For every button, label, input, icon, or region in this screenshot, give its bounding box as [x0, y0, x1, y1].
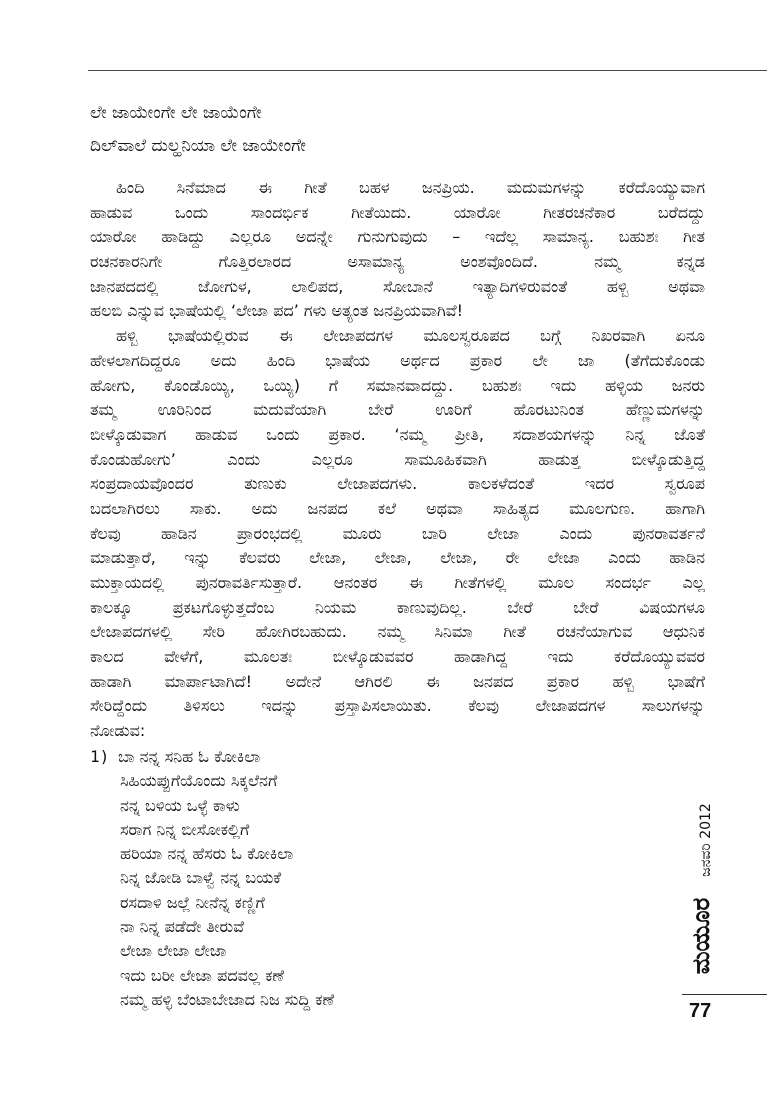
- song-title-line: ಲೇ ಜಾಯೇಂಗೇ ಲೇ ಜಾಯೆಂಗೇ: [90, 103, 262, 123]
- article-body: [90, 176, 705, 744]
- verse-line: ಸರಾಗ ನಿನ್ನ ಬೀಸೋಕಲ್ಲಿಗೆ: [120, 819, 250, 839]
- verse-line: ನಿನ್ನ ಜೋಡಿ ಬಾಳ್ವೆ ನನ್ನ ಬಯಕೆ: [120, 868, 282, 888]
- body-line: ಜಾನಪದದಲ್ಲಿ ಜೋಗುಳ, ಲಾಲಿಪದ, ಸೋಬಾನೆ ಇತ್ಯಾದಿಗಳಿರುವಂತೆ ಹಳ್ಬಿ ಅಥವಾ: [90, 276, 705, 296]
- body-line: ಸಂಪ್ರದಾಯವೊಂದರ ತುಣುಕು ಲೇಜಾಪದಗಳು. ಕಾಲಕಳೆದಂತೆ ಇದರ ಸ್ವರೂಪ: [90, 474, 705, 494]
- verse-line: ಸಿಹಿಯಪ್ಪುಗೆಯೊಂದು ಸಿಕ್ಕಲೆನಗೆ: [120, 771, 278, 791]
- verse-line: ನಮ್ಮ ಹಳ್ಳಿ ಬೆಂಟಾಬೇಜಾದ ನಿಜ ಸುದ್ದಿ ಕಣೆ: [120, 989, 335, 1009]
- body-line: ನೋಡುವ:: [90, 721, 146, 741]
- verse-line: ನನ್ನ ಬಳಿಯ ಒಳ್ಳೆ ಕಾಳು: [120, 795, 240, 815]
- verse-row: [90, 745, 670, 769]
- top-rule: [88, 70, 767, 71]
- body-line: ಹಲಬಿ ಎನ್ನುವ ಭಾಷೆಯಲ್ಲಿ ‘ಲೇಜಾ ಪದ’ ಗಳು ಅತ್ಯಂತ ಜನಪ್ರಿಯವಾಗಿವೆ!: [90, 301, 464, 321]
- body-line: ಕೆಲವು ಹಾಡಿನ ಪ್ರಾರಂಭದಲ್ಲಿ ಮೂರು ಬಾರಿ ಲೇಜಾ ಎಂದು ಪುನರಾವರ್ತನೆ: [90, 523, 705, 543]
- body-line: ಹೋಗು, ಕೊಂಡೊಯ್ಯಿ, ಒಯ್ಯಿ) ಗೆ ಸಮಾನವಾದದ್ದು. ಬಹುಶಃ ಇದು ಹಳ್ಳಿಯ ಜನರು: [90, 375, 705, 395]
- verse-number: 1): [90, 747, 110, 766]
- body-line: ಕಾಲಕ್ಕೂ ಪ್ರಕಟಗೊಳ್ಳುತ್ತದೆಂಬ ನಿಯಮ ಕಾಣುವುದಿಲ್ಲ. ಬೇರೆ ಬೇರೆ ವಿಷಯಗಳೂ: [90, 597, 705, 617]
- body-line: ಸೇರಿದ್ದೆಂದು ತಿಳಿಸಲು ಇದನ್ನು ಪ್ರಸ್ತಾಪಿಸಲಾಯಿತು. ಕೆಲವು ಲೇಜಾಪದಗಳ ಸಾಲುಗಳನ್ನು: [90, 696, 705, 716]
- verse-line: ಇದು ಬರೀ ಲೇಜಾ ಪದವಲ್ಲ ಕಣೆ: [120, 965, 285, 985]
- page-number: 77: [689, 1000, 712, 1022]
- song-title-line: ದಿಲ್‌ವಾಲೆ ದುಲ್ಹನಿಯಾ ಲೇ ಜಾಯೇಂಗೇ: [90, 136, 306, 156]
- body-line: ಹೇಳಲಾಗದಿದ್ದರೂ ಅದು ಹಿಂದಿ ಭಾಷೆಯ ಅರ್ಥದ ಪ್ರಕಾರ ಲೇ ಜಾ (ತೆಗೆದುಕೊಂಡು: [90, 350, 705, 370]
- body-line: ಬೀಳ್ಕೊಡುವಾಗ ಹಾಡುವ ಒಂದು ಪ್ರಕಾರ. ‘ನಮ್ಮ ಪ್ರೀತಿ, ಸದಾಶಯಗಳನ್ನು ನಿನ್ನ ಜೊತೆ: [90, 424, 705, 444]
- paragraph: [90, 176, 705, 324]
- magazine-logo: ಮಯೂರ: [687, 897, 715, 975]
- body-line: ಹಿಂದಿ ಸಿನೆಮಾದ ಈ ಗೀತೆ ಬಹಳ ಜನಪ್ರಿಯ. ಮದುಮಗಳನ್ನು ಕರೆದೊಯ್ಯುವಾಗ: [116, 178, 705, 197]
- body-line: ಲೇಜಾಪದಗಳಲ್ಲಿ ಸೇರಿ ಹೋಗಿರಬಹುದು. ನಮ್ಮ ಸಿನಿಮಾ ಗೀತೆ ರಚನೆಯಾಗುವ ಆಧುನಿಕ: [90, 622, 705, 642]
- body-line: ಕಾಲದ ವೇಳೆಗೆ, ಮೂಲತಃ ಬೀಳ್ಕೊಡುವವರ ಹಾಡಾಗಿದ್ದ ಇದು ಕರೆದೊಯ್ಯುವವರ: [90, 647, 705, 667]
- body-line: ಕೊಂಡುಹೋಗು’ ಎಂದು ಎಲ್ಲರೂ ಸಾಮೂಹಿಕವಾಗಿ ಹಾಡುತ್ತ ಬೀಳ್ಕೊಡುತ್ತಿದ್ದ: [90, 449, 705, 469]
- paragraph: [90, 324, 705, 744]
- verse-line: ನಾ ನಿನ್ನ ಪಡೆದೇ ತೀರುವೆ: [120, 917, 244, 937]
- verse: [90, 745, 670, 1012]
- verse-line: ಲೇಜಾ ಲೇಜಾ ಲೇಜಾ: [120, 941, 227, 961]
- body-line: ಮುಕ್ತಾಯದಲ್ಲಿ ಪುನರಾವರ್ತಿಸುತ್ತಾರೆ. ಆನಂತರ ಈ ಗೀತೆಗಳಲ್ಲಿ ಮೂಲ ಸಂದರ್ಭ ಎಲ್ಲ: [90, 573, 705, 592]
- issue-date: ಜನವರಿ 2012: [698, 803, 714, 877]
- body-line: ಮಾಡುತ್ತಾರೆ, ಇನ್ನು ಕೆಲವರು ಲೇಜಾ, ಲೇಜಾ, ಲೇಜಾ, ರೇ ಲೇಜಾ ಎಂದು ಹಾಡಿನ: [90, 548, 705, 568]
- body-line: ಹಳ್ಬಿ ಭಾಷೆಯಲ್ಲಿರುವ ಈ ಲೇಜಾಪದಗಳ ಮೂಲಸ್ವರೂಪದ ಬಗ್ಗೆ ನಿಖರವಾಗಿ ಏನೂ: [116, 326, 705, 346]
- body-line: ತಮ್ಮ ಊರಿನಿಂದ ಮದುವೆಯಾಗಿ ಬೇರೆ ಊರಿಗೆ ಹೊರಟುನಿಂತ ಹೆಣ್ಣುಮಗಳನ್ನು: [90, 400, 705, 420]
- body-line: ರಚನಕಾರನಿಗೇ ಗೊತ್ತಿರಲಾರದ ಅಸಾಮಾನ್ಯ ಅಂಶವೊಂದಿದೆ. ನಮ್ಮ ಕನ್ನಡ: [90, 252, 705, 272]
- song-title: [90, 97, 690, 163]
- verse-line: ಬಾ ನನ್ನ ಸನಿಹ ಓ ಕೋಕಿಲಾ: [118, 747, 261, 766]
- body-line: ಬದಲಾಗಿರಲು ಸಾಕು. ಅದು ಜನಪದ ಕಲೆ ಅಥವಾ ಸಾಹಿತ್ಯದ ಮೂಲಗುಣ. ಹಾಗಾಗಿ: [90, 498, 705, 518]
- verse-line: ಹರಿಯಾ ನನ್ನ ಹೆಸರು ಓ ಕೋಕಿಲಾ: [120, 844, 294, 864]
- body-line: ಹಾಡುವ ಒಂದು ಸಾಂದರ್ಭಿಕ ಗೀತೆಯಿದು. ಯಾರೋ ಗೀತರಚನೆಕಾರ ಬರೆದದ್ದು: [90, 202, 705, 222]
- verse-line: ರಸದಾಳಿ ಜಲ್ಲೆ ನೀನೆನ್ನ ಕಣ್ಣಿಗೆ: [120, 892, 265, 912]
- body-line: ಯಾರೋ ಹಾಡಿದ್ದು ಎಲ್ಲರೂ ಅದನ್ನೇ ಗುನುಗುವುದು – ಇದೆಲ್ಲ ಸಾಮಾನ್ಯ. ಬಹುಶಃ ಗೀತ: [90, 227, 705, 247]
- page-number-rule: [682, 994, 767, 995]
- body-line: ಹಾಡಾಗಿ ಮಾರ್ಪಾಟಾಗಿದೆ! ಅದೇನೆ ಆಗಿರಲಿ ಈ ಜನಪದ ಪ್ರಕಾರ ಹಳ್ಬಿ ಭಾಷೆಗೆ: [90, 671, 705, 691]
